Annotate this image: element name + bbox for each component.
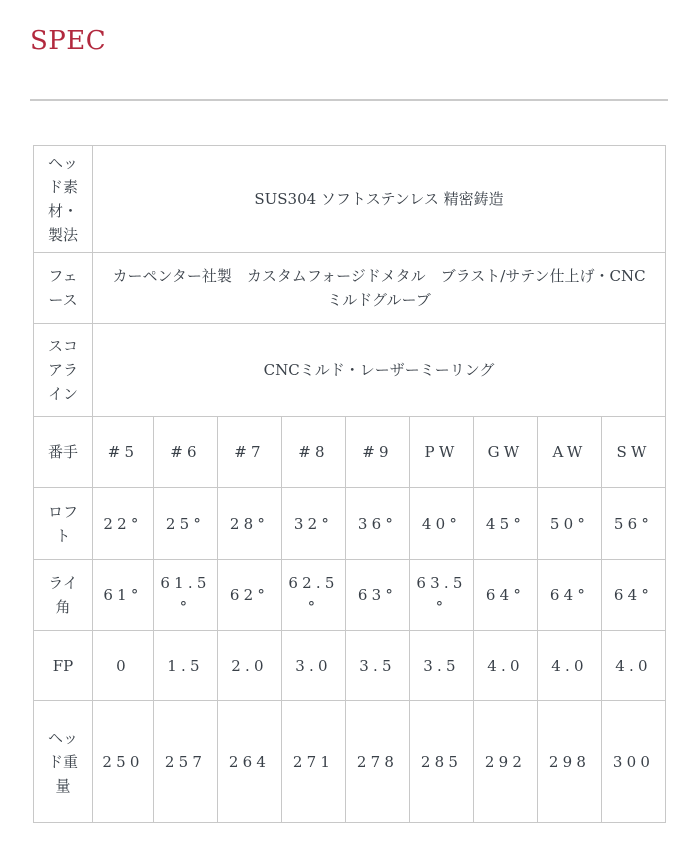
spec-cell: 32° [282,488,346,560]
spec-cell: 61.5° [154,560,218,631]
row-label: FP [34,631,93,701]
spec-cell: 250 [93,701,154,823]
spec-cell: 63.5° [410,560,474,631]
spec-cell: 36° [346,488,410,560]
spec-cell: 285 [410,701,474,823]
spec-cell: #9 [346,417,410,488]
spec-row [34,488,666,560]
spec-cell: 61° [93,560,154,631]
spec-cell: 64° [474,560,538,631]
row-label: ヘッド素材・製法 [34,146,93,253]
spec-cell: 3.5 [410,631,474,701]
spec-cell: 45° [474,488,538,560]
row-value: CNCミルド・レーザーミーリング [93,324,666,417]
spec-cell: 4.0 [538,631,602,701]
spec-cell: 292 [474,701,538,823]
row-label: スコアライン [34,324,93,417]
spec-cell: 3.5 [346,631,410,701]
spec-row [34,701,666,823]
row-label: ロフト [34,488,93,560]
spec-cell: 28° [218,488,282,560]
spec-cell: 64° [538,560,602,631]
spec-cell: 4.0 [474,631,538,701]
spec-cell: 3.0 [282,631,346,701]
spec-cell: 257 [154,701,218,823]
spec-cell: #8 [282,417,346,488]
row-value: カーペンター社製 カスタムフォージドメタル ブラスト/サテン仕上げ・CNCミルドグルーブ [93,253,666,324]
spec-cell: 1.5 [154,631,218,701]
spec-table-body [34,146,666,823]
spec-cell: 2.0 [218,631,282,701]
spec-cell: #5 [93,417,154,488]
row-value: SUS304 ソフトステンレス 精密鋳造 [93,146,666,253]
info-row-head-material [34,146,666,253]
spec-cell: #6 [154,417,218,488]
spec-cell: 25° [154,488,218,560]
spec-row [34,560,666,631]
spec-cell: GW [474,417,538,488]
spec-cell: 298 [538,701,602,823]
spec-cell: 40° [410,488,474,560]
spec-cell: 4.0 [602,631,666,701]
row-label: 番手 [34,417,93,488]
spec-cell: 64° [602,560,666,631]
spec-row [34,417,666,488]
spec-cell: #7 [218,417,282,488]
spec-table [33,145,666,823]
spec-cell: 300 [602,701,666,823]
page-title: SPEC [30,26,107,56]
row-label: フェース [34,253,93,324]
spec-cell: 278 [346,701,410,823]
row-label: ライ角 [34,560,93,631]
spec-cell: 0 [93,631,154,701]
spec-cell: AW [538,417,602,488]
spec-cell: 50° [538,488,602,560]
spec-cell: SW [602,417,666,488]
spec-row [34,631,666,701]
info-row-score-line [34,324,666,417]
spec-cell: 62.5° [282,560,346,631]
spec-cell: 271 [282,701,346,823]
spec-cell: PW [410,417,474,488]
spec-cell: 63° [346,560,410,631]
spec-cell: 22° [93,488,154,560]
spec-cell: 62° [218,560,282,631]
row-label: ヘッド重量 [34,701,93,823]
info-row-face [34,253,666,324]
section-divider [30,99,668,101]
spec-cell: 56° [602,488,666,560]
spec-cell: 264 [218,701,282,823]
